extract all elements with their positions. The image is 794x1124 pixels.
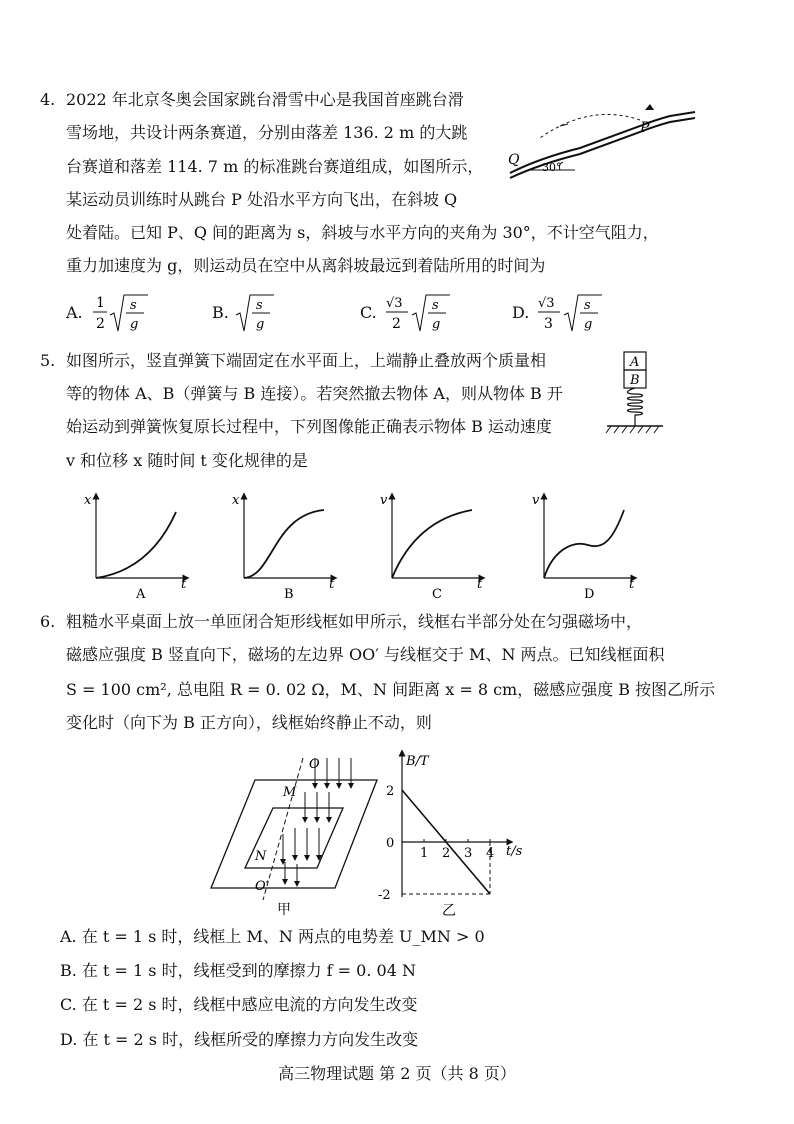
y-axis-label: x <box>232 493 240 508</box>
q6-line-3: S = 100 cm², 总电阻 R = 0. 02 Ω，M、N 间距离 x = 8 cm，磁感应强度 B 按图乙所示 <box>66 680 716 699</box>
q4-option-d[interactable] <box>512 296 593 332</box>
graph-b[interactable] <box>232 493 335 602</box>
q4-option-c[interactable] <box>360 296 441 332</box>
rad-num: s <box>584 298 591 313</box>
curve-a <box>96 512 176 578</box>
curve-c <box>392 510 472 578</box>
q6-number: 6. <box>40 612 56 631</box>
option-b-formula <box>234 291 278 335</box>
spring-block-figure <box>605 350 665 440</box>
coef-den: 3 <box>544 316 553 332</box>
coef-den: 2 <box>392 316 401 332</box>
label-o-prime: O′ <box>255 879 269 894</box>
rad-den: g <box>256 317 265 332</box>
q4-number: 4. <box>40 90 56 109</box>
x-axis-label: t <box>477 577 483 592</box>
y-tick-label: -2 <box>378 888 391 903</box>
graph-a[interactable] <box>84 493 187 602</box>
page-footer: 高三物理试题 第 2 页（共 8 页） <box>278 1064 516 1083</box>
rad-den: g <box>584 317 593 332</box>
graph-label: A <box>136 587 146 602</box>
caption-yi: 乙 <box>442 903 456 919</box>
label-n: N <box>255 849 267 864</box>
rad-den: g <box>130 317 139 332</box>
q4-ski-slope-figure <box>500 98 700 183</box>
option-b-label: B. <box>212 303 229 322</box>
q4-line-4: 某运动员训练时从跳台 P 处沿水平方向飞出，在斜坡 Q <box>66 190 458 209</box>
curve-b <box>244 510 324 578</box>
q6-line-1: 粗糙水平桌面上放一单匝闭合矩形线框如甲所示，线框右半部分处在匀强磁场中， <box>66 612 643 631</box>
x-axis-label: t <box>629 577 635 592</box>
spring <box>628 388 643 426</box>
y-axis-label: x <box>84 493 92 508</box>
point-p-label: P <box>640 120 650 136</box>
label-o: O <box>309 757 320 772</box>
coef-num: √3 <box>538 296 555 311</box>
q4-option-a[interactable] <box>66 295 139 332</box>
option-c-formula <box>384 291 460 335</box>
q4-line-3: 台赛道和落差 114. 7 m 的标准跳台赛道组成，如图所示， <box>66 157 484 176</box>
y-axis-title: B/T <box>406 754 429 769</box>
q4-line-1: 2022 年北京冬奥会国家跳台滑雪中心是我国首座跳台滑 <box>66 90 464 109</box>
block-a-label: A <box>630 355 640 370</box>
y-axis-label: v <box>380 493 388 508</box>
coef-num: √3 <box>386 296 403 311</box>
graph-label: B <box>284 587 294 602</box>
option-d-formula <box>536 291 612 335</box>
x-axis-label: t <box>181 577 187 592</box>
x-tick-label: 4 <box>486 846 495 861</box>
x-tick-label: 2 <box>442 846 451 861</box>
q6-option-c[interactable]: C. 在 t = 2 s 时，线框中感应电流的方向发生改变 <box>60 995 418 1014</box>
caption-jia: 甲 <box>277 902 291 918</box>
q6-line-2: 磁感应强度 B 竖直向下，磁场的左边界 OO′ 与线框交于 M、N 两点。已知线框面积 <box>66 645 665 664</box>
x-tick-label: 1 <box>420 846 429 861</box>
q4-line-6: 重力加速度为 g，则运动员在空中从离斜坡最远到着陆所用的时间为 <box>66 256 546 275</box>
y-axis-label: v <box>532 493 540 508</box>
rad-den: g <box>432 317 441 332</box>
point-q-label: Q <box>508 152 520 168</box>
coef-den: 2 <box>96 316 105 332</box>
q5-line-1: 如图所示，竖直弹簧下端固定在水平面上，上端静止叠放两个质量相 <box>66 351 547 370</box>
q5-line-4: v 和位移 x 随时间 t 变化规律的是 <box>66 451 308 470</box>
x-axis-title: t/s <box>506 844 523 859</box>
x-tick-label: 3 <box>464 846 473 861</box>
q4-option-b[interactable] <box>212 298 265 332</box>
y-tick-label: 2 <box>386 784 395 799</box>
rad-num: s <box>130 298 137 313</box>
graph-label: D <box>584 587 595 602</box>
graph-label: C <box>432 587 442 602</box>
q6-option-a[interactable]: A. 在 t = 1 s 时，线框上 M、N 两点的电势差 U_MN > 0 <box>60 927 485 946</box>
option-c-label: C. <box>360 303 377 322</box>
rad-num: s <box>432 298 439 313</box>
figure-yi-chart <box>370 745 540 920</box>
graph-d[interactable] <box>532 493 635 602</box>
q6-option-b[interactable]: B. 在 t = 1 s 时，线框受到的摩擦力 f = 0. 04 N <box>60 961 416 980</box>
graph-c[interactable] <box>380 493 483 602</box>
q5-number: 5. <box>40 351 56 370</box>
figure-jia <box>205 750 385 920</box>
q5-line-3: 始运动到弹簧恢复原长过程中，下列图像能正确表示物体 B 运动速度 <box>66 417 552 436</box>
label-m: M <box>283 785 297 800</box>
x-axis-label: t <box>329 577 335 592</box>
q4-line-2: 雪场地，共设计两条赛道，分别由落差 136. 2 m 的大跳 <box>66 123 468 142</box>
q5-graphs <box>80 490 740 605</box>
option-a-label: A. <box>66 303 83 322</box>
q6-option-d[interactable]: D. 在 t = 2 s 时，线框所受的摩擦力方向发生改变 <box>60 1030 419 1049</box>
y-tick-label: 0 <box>386 836 395 851</box>
block-b-label: B <box>630 373 640 388</box>
q4-line-5: 处着陆。已知 P、Q 间的距离为 s，斜坡与水平方向的夹角为 30°，不计空气阻力， <box>66 223 659 242</box>
q6-line-4: 变化时（向下为 B 正方向），线框始终静止不动，则 <box>66 713 432 732</box>
curve-d <box>544 510 624 578</box>
q5-line-2: 等的物体 A、B（弹簧与 B 连接）。若突然撤去物体 A，则从物体 B 开 <box>66 384 563 403</box>
angle-label: 30° <box>542 161 562 174</box>
option-d-label: D. <box>512 303 530 322</box>
option-a-formula <box>90 291 154 335</box>
coef-num: 1 <box>96 295 105 311</box>
rad-num: s <box>256 298 263 313</box>
